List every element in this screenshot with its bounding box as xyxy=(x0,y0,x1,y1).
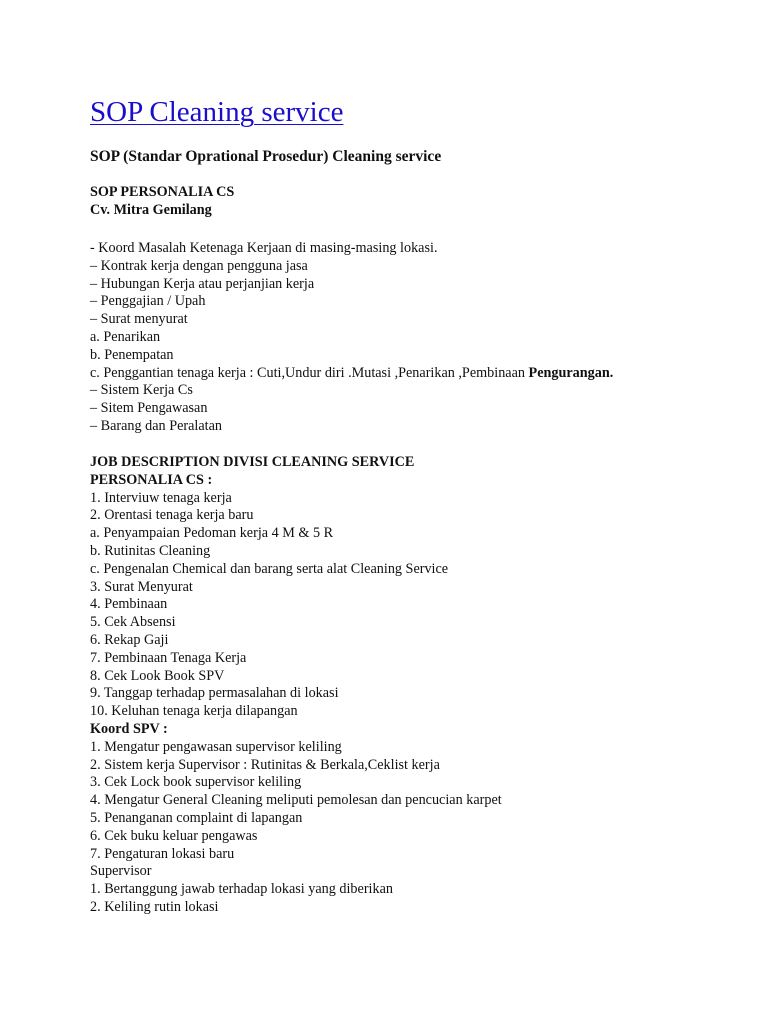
list-item: 6. Rekap Gaji xyxy=(90,631,169,648)
list-item: c. Pengenalan Chemical dan barang serta alat Cleaning Service xyxy=(90,560,449,577)
list-item: - Koord Masalah Ketenaga Kerjaan di masing-masing lokasi. xyxy=(90,240,438,256)
list-item: 8. Cek Look Book SPV xyxy=(90,667,225,684)
list-item: 2. Orentasi tenaga kerja baru xyxy=(90,507,254,524)
list-item: – Barang dan Peralatan xyxy=(90,417,222,434)
list-item: 4. Pembinaan xyxy=(90,596,168,613)
list-item-penggantian xyxy=(90,365,613,383)
list-item: – Hubungan Kerja atau perjanjian kerja xyxy=(90,275,315,292)
list-item: 1. Bertanggung jawab terhadap lokasi yang diberikan xyxy=(90,881,393,898)
header-line-sop-personalia: SOP PERSONALIA CS xyxy=(90,184,235,200)
list-item: 5. Penanganan complaint di lapangan xyxy=(90,809,303,826)
list-item: a. Penyampaian Pedoman kerja 4 M & 5 R xyxy=(90,525,334,542)
header-line-company: Cv. Mitra Gemilang xyxy=(90,201,212,218)
list-item: – Kontrak kerja dengan pengguna jasa xyxy=(90,257,308,274)
supervisor-heading: Supervisor xyxy=(90,863,152,880)
list-item: a. Penarikan xyxy=(90,328,161,345)
list-item: 6. Cek buku keluar pengawas xyxy=(90,827,258,844)
list-item-text: c. Penggantian tenaga kerja : Cuti,Undur diri .Mutasi ,Penarikan ,Pembinaan xyxy=(90,364,529,381)
list-item: b. Rutinitas Cleaning xyxy=(90,542,211,559)
list-item: 3. Cek Lock book supervisor keliling xyxy=(90,774,302,791)
personalia-list xyxy=(90,240,613,436)
document-title-link[interactable]: SOP Cleaning service xyxy=(90,96,344,128)
list-item: – Sistem Kerja Cs xyxy=(90,382,193,399)
list-item: 9. Tanggap terhadap permasalahan di lokasi xyxy=(90,685,339,702)
document-title xyxy=(90,93,343,131)
list-item: – Surat menyurat xyxy=(90,311,188,328)
list-item: 2. Sistem kerja Supervisor : Rutinitas & Berkala,Ceklist kerja xyxy=(90,756,440,773)
list-item-bold-text: Pengurangan. xyxy=(528,364,614,381)
list-item: 10. Keluhan tenaga kerja dilapangan xyxy=(90,703,298,720)
list-item: 1. Mengatur pengawasan supervisor keliling xyxy=(90,738,342,755)
list-item: – Penggajian / Upah xyxy=(90,293,206,310)
list-item: 3. Surat Menyurat xyxy=(90,578,193,595)
list-item: b. Penempatan xyxy=(90,346,174,363)
list-item: 2. Keliling rutin lokasi xyxy=(90,898,219,915)
list-item: 7. Pengaturan lokasi baru xyxy=(90,845,235,862)
list-item: 7. Pembinaan Tenaga Kerja xyxy=(90,649,247,666)
personalia-heading: PERSONALIA CS : xyxy=(90,471,213,488)
header-block xyxy=(90,184,234,220)
job-description-list xyxy=(90,454,502,917)
list-item: 4. Mengatur General Cleaning meliputi pemolesan dan pencucian karpet xyxy=(90,792,502,809)
document-subtitle: SOP (Standar Oprational Prosedur) Cleaning service xyxy=(90,148,442,165)
job-description-heading: JOB DESCRIPTION DIVISI CLEANING SERVICE xyxy=(90,454,415,470)
list-item: 5. Cek Absensi xyxy=(90,614,176,631)
koord-spv-heading: Koord SPV : xyxy=(90,720,168,737)
list-item: 1. Interviuw tenaga kerja xyxy=(90,489,232,506)
list-item: – Sitem Pengawasan xyxy=(90,400,208,417)
